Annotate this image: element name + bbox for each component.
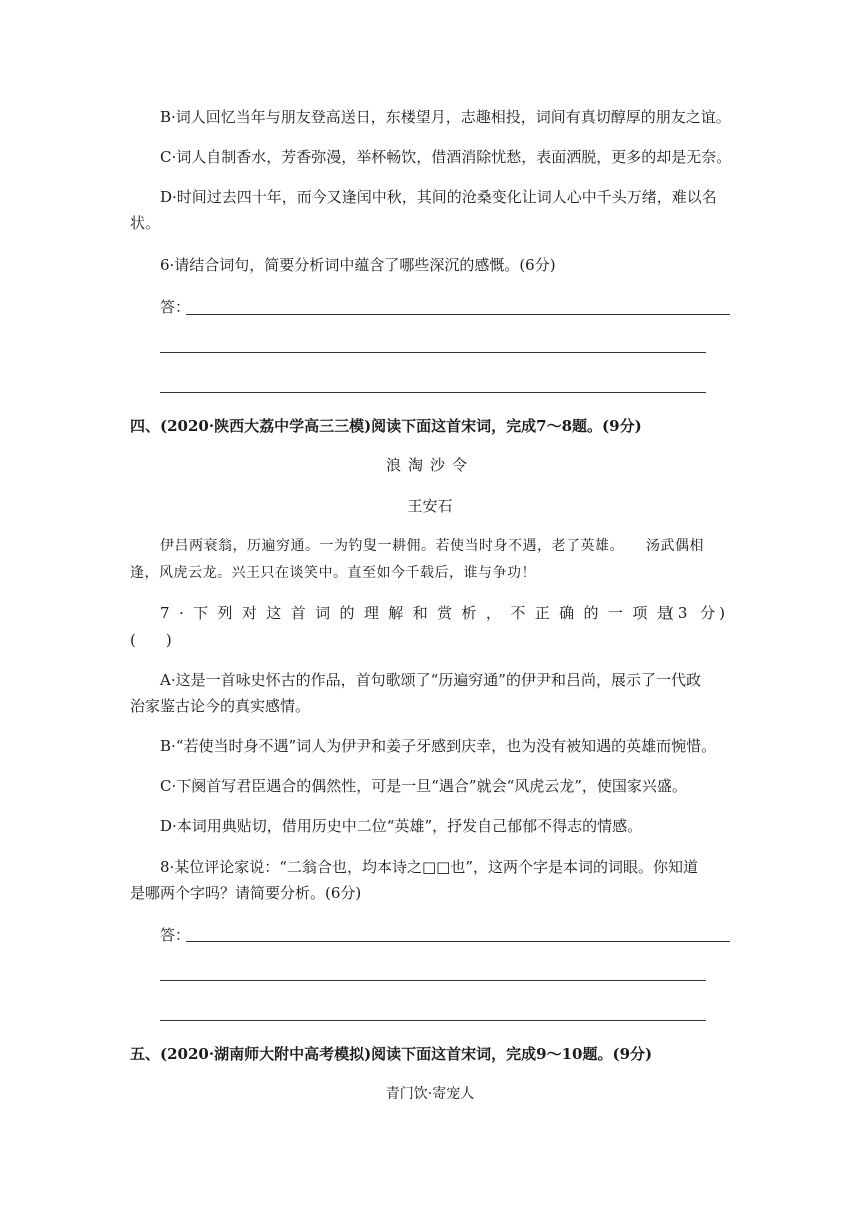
option-d-line1: D·时间过去四十年，而今又逢闰中秋，其间的沧桑变化让词人心中千头万绪，难以名 [160, 188, 717, 206]
poem-line-1: 伊吕两衰翁，历遍穷通。一为钓叟一耕佣。若使当时身不遇，老了英雄。 汤武偶相 [160, 538, 704, 554]
option-b: B·“若使当时身不遇”词人为伊尹和姜子牙感到庆幸，也为没有被知遇的英雄而惋惜。 [160, 737, 717, 755]
option-d-line2: 状。 [130, 214, 161, 232]
option-a-line1: A·这是一首咏史怀古的作品，首句歌颂了“历遍穷通”的伊尹和吕尚，展示了一代政 [160, 671, 701, 689]
poem-line-2: 逢，风虎云龙。兴王只在谈笑中。直至如今千载后，谁与争功！ [130, 565, 536, 581]
option-b: B·词人回忆当年与朋友登高送日，东楼望月，志趣相投，词间有真切醇厚的朋友之谊。 [160, 108, 731, 126]
answer-line [186, 314, 730, 315]
answer-label-q8: 答： [160, 926, 191, 944]
option-c: C·下阕首写君臣遇合的偶然性，可是一旦“遇合”就会“风虎云龙”，使国家兴盛。 [160, 777, 687, 795]
option-a-line2: 治家鉴古论今的真实感情。 [130, 697, 311, 715]
poem-title: 浪淘沙令 [385, 456, 474, 474]
poem-author: 王安石 [407, 497, 453, 515]
answer-line [186, 941, 730, 942]
question-7-stem: 7·下列对这首词的理解和赏析，不正确的一项是 [160, 604, 682, 622]
answer-line [160, 392, 706, 393]
question-6: 6·请结合词句，简要分析词中蕴含了哪些深沉的感慨。(6分) [160, 256, 556, 274]
question-7-bracket: ( ) [130, 631, 172, 649]
section-5-heading: 五、(2020·湖南师大附中高考模拟)阅读下面这首宋词，完成9～10题。(9分) [130, 1045, 653, 1063]
question-7-score: (3 分) [668, 604, 730, 622]
section-4-heading: 四、(2020·陕西大荔中学高三三模)阅读下面这首宋词，完成7～8题。(9分) [130, 417, 642, 435]
answer-line [160, 352, 706, 353]
answer-line [160, 980, 706, 981]
poem-title: 青门饮·寄宠人 [385, 1086, 475, 1102]
option-c: C·词人自制香水，芳香弥漫，举杯畅饮，借酒消除忧愁，表面洒脱，更多的却是无奈。 [160, 148, 732, 166]
answer-label-q6: 答： [160, 298, 191, 316]
question-8-line1: 8·某位评论家说：“二翁合也，均本诗之□□也”，这两个字是本词的词眼。你知道 [160, 858, 698, 876]
answer-line [160, 1020, 706, 1021]
option-d: D·本词用典贴切，借用历史中二位“英雄”，抒发自己郁郁不得志的情感。 [160, 817, 643, 835]
question-8-line2: 是哪两个字吗？请简要分析。(6分) [130, 884, 362, 902]
